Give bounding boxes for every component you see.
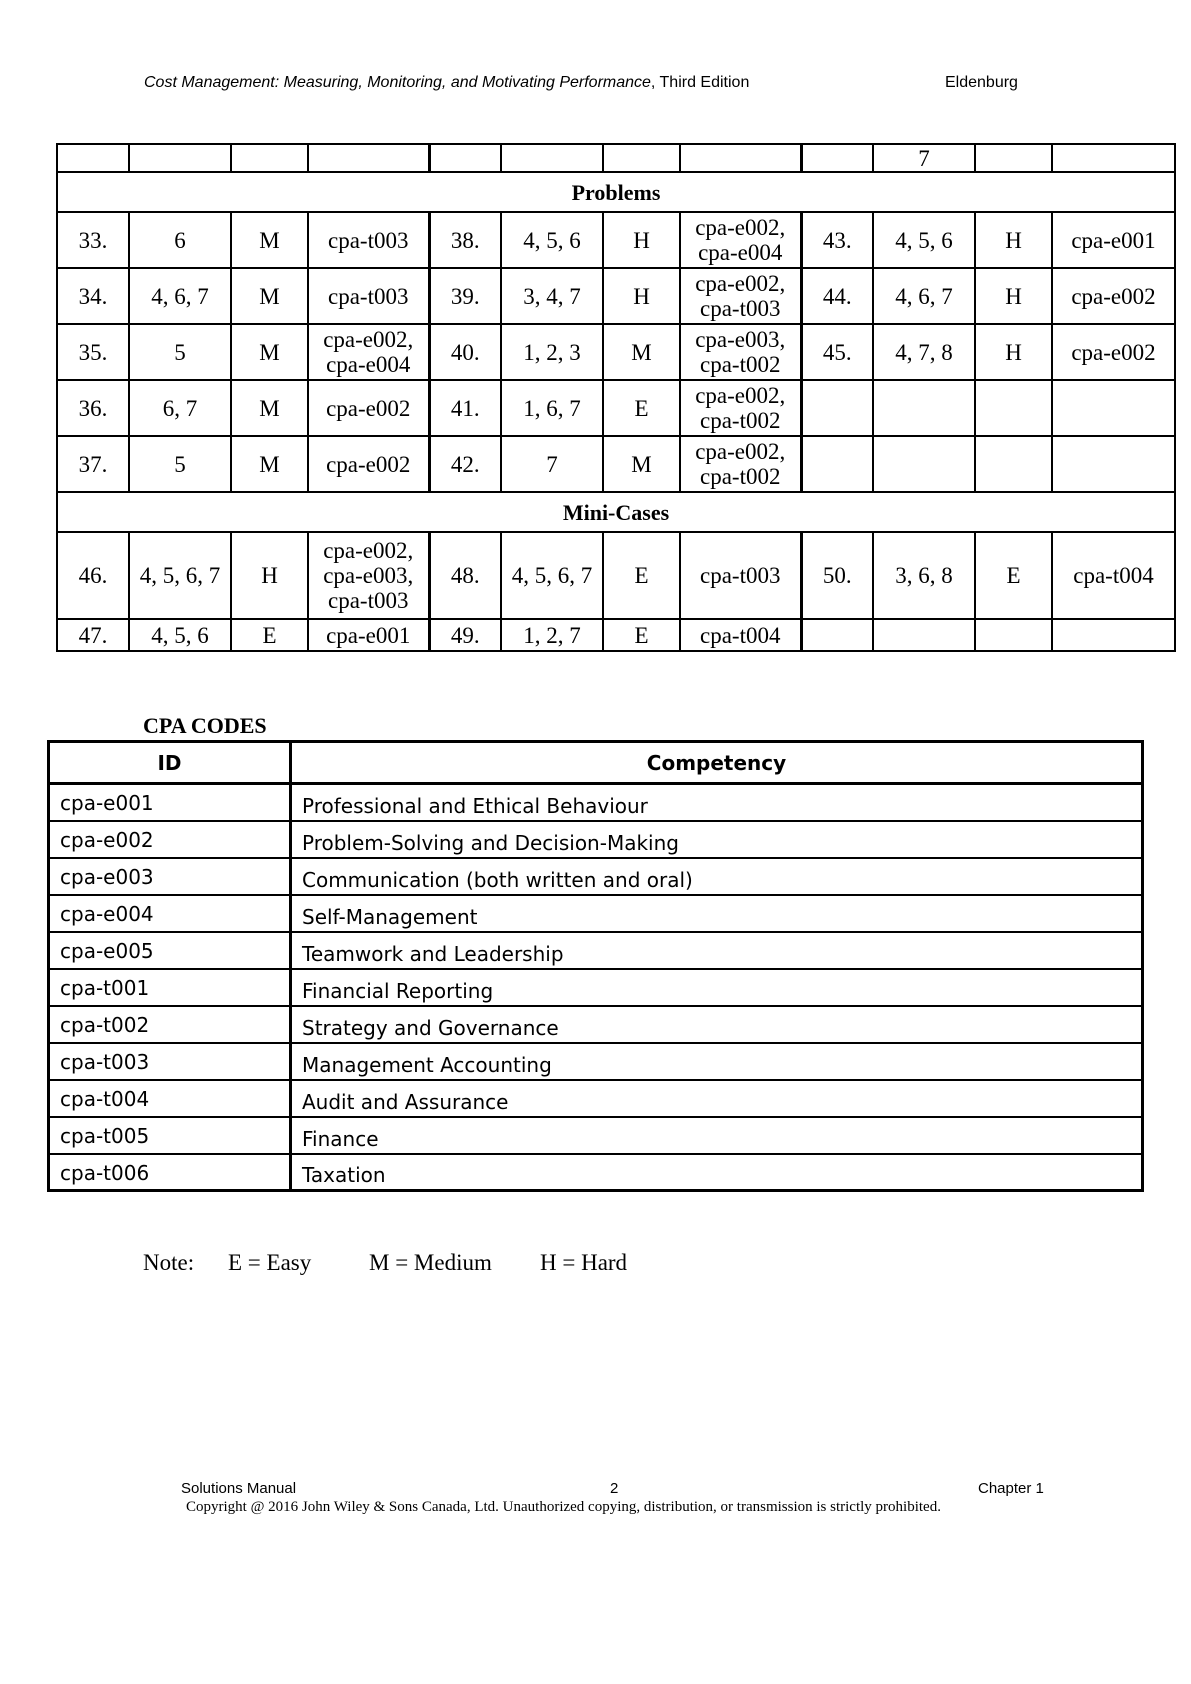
section-title: Problems (57, 172, 1175, 212)
difficulty: H (975, 324, 1052, 380)
book-title: Cost Management: Measuring, Monitoring, and Motivating Performance (144, 74, 651, 91)
problem-number: 35. (57, 324, 129, 380)
problem-number (801, 619, 873, 651)
learning-objectives: 4, 7, 8 (873, 324, 975, 380)
problem-number: 42. (429, 436, 501, 492)
difficulty: M (603, 324, 680, 380)
section-row (57, 492, 1175, 532)
learning-objectives: 1, 2, 7 (501, 619, 603, 651)
learning-objectives: 6, 7 (129, 380, 231, 436)
learning-objectives: 4, 5, 6, 7 (129, 532, 231, 619)
cpa-code: cpa-e002 (1052, 268, 1175, 324)
difficulty: M (231, 324, 308, 380)
cpa-competency: Problem-Solving and Decision-Making (291, 821, 1143, 858)
table-row (57, 436, 1175, 492)
cpa-codes-table (47, 740, 1144, 1192)
table-row (49, 1043, 1143, 1080)
table-row (49, 858, 1143, 895)
cpa-id: cpa-t002 (49, 1006, 291, 1043)
problem-number: 41. (429, 380, 501, 436)
cpa-competency: Audit and Assurance (291, 1080, 1143, 1117)
table-cell (231, 144, 308, 172)
cpa-code: cpa-e002, cpa-t002 (680, 436, 801, 492)
table-cell (801, 144, 873, 172)
difficulty: M (231, 268, 308, 324)
problem-number: 49. (429, 619, 501, 651)
cpa-competency: Teamwork and Leadership (291, 932, 1143, 969)
cpa-competency: Communication (both written and oral) (291, 858, 1143, 895)
problem-number: 48. (429, 532, 501, 619)
learning-objectives (873, 619, 975, 651)
learning-objectives: 4, 5, 6 (501, 212, 603, 268)
cpa-code (1052, 380, 1175, 436)
difficulty: M (231, 436, 308, 492)
difficulty (975, 380, 1052, 436)
difficulty: H (975, 212, 1052, 268)
table-row (49, 1154, 1143, 1191)
table-row (49, 932, 1143, 969)
difficulty: H (603, 268, 680, 324)
cpa-competency: Taxation (291, 1154, 1143, 1191)
learning-objectives: 1, 6, 7 (501, 380, 603, 436)
cpa-id: cpa-t006 (49, 1154, 291, 1191)
table-row (57, 268, 1175, 324)
note-hard: H = Hard (540, 1250, 628, 1275)
table-cell (603, 144, 680, 172)
cpa-code: cpa-e002, cpa-e004 (308, 324, 429, 380)
cpa-code (1052, 619, 1175, 651)
problem-number: 44. (801, 268, 873, 324)
difficulty: E (231, 619, 308, 651)
cpa-competency: Strategy and Governance (291, 1006, 1143, 1043)
cpa-code: cpa-e002, cpa-t003 (680, 268, 801, 324)
table-cell (680, 144, 801, 172)
learning-objectives (873, 380, 975, 436)
problem-number: 37. (57, 436, 129, 492)
section-row (57, 172, 1175, 212)
difficulty: M (603, 436, 680, 492)
cpa-id: cpa-t001 (49, 969, 291, 1006)
problem-number: 34. (57, 268, 129, 324)
learning-objectives: 5 (129, 436, 231, 492)
table-row (57, 619, 1175, 651)
note-label: Note: (143, 1250, 195, 1275)
cpa-code: cpa-t004 (1052, 532, 1175, 619)
learning-objectives: 4, 6, 7 (873, 268, 975, 324)
cpa-id: cpa-t003 (49, 1043, 291, 1080)
problem-number: 38. (429, 212, 501, 268)
table-cell (501, 144, 603, 172)
cpa-code: cpa-e002, cpa-e004 (680, 212, 801, 268)
cpa-code: cpa-e002, cpa-e003, cpa-t003 (308, 532, 429, 619)
footer-left: Solutions Manual (181, 1480, 297, 1497)
cpa-code: cpa-e002 (308, 380, 429, 436)
problem-number: 46. (57, 532, 129, 619)
learning-objectives (873, 436, 975, 492)
book-edition: , Third Edition (650, 74, 750, 91)
cpa-id: cpa-e005 (49, 932, 291, 969)
table-row (57, 212, 1175, 268)
cpa-competency: Self-Management (291, 895, 1143, 932)
table-cell (308, 144, 429, 172)
footer-chapter: Chapter 1 (978, 1480, 1044, 1497)
section-title: Mini-Cases (57, 492, 1175, 532)
learning-objectives: 3, 4, 7 (501, 268, 603, 324)
footer-copyright: Copyright @ 2016 John Wiley & Sons Canada, Ltd. Unauthorized copying, distribution, or transmission is strictly prohibited. (186, 1499, 941, 1515)
cpa-id: cpa-t004 (49, 1080, 291, 1117)
cpa-id: cpa-e002 (49, 821, 291, 858)
problem-number: 45. (801, 324, 873, 380)
difficulty (975, 619, 1052, 651)
cpa-code: cpa-t004 (680, 619, 801, 651)
difficulty (975, 436, 1052, 492)
cpa-code: cpa-t003 (308, 212, 429, 268)
difficulty: E (975, 532, 1052, 619)
running-header-author: Eldenburg (945, 74, 1018, 91)
learning-objectives: 4, 6, 7 (129, 268, 231, 324)
cpa-code: cpa-e002, cpa-t002 (680, 380, 801, 436)
table-row (49, 1117, 1143, 1154)
difficulty: E (603, 532, 680, 619)
note-medium: M = Medium (369, 1250, 492, 1275)
id-column-header: ID (49, 742, 291, 784)
cpa-header-row (49, 742, 1143, 784)
footer-page-number: 2 (610, 1480, 619, 1497)
competency-column-header: Competency (291, 742, 1143, 784)
cpa-code: cpa-e002 (308, 436, 429, 492)
learning-objectives: 4, 5, 6, 7 (501, 532, 603, 619)
assignment-classification-table (56, 143, 1176, 652)
cpa-code: cpa-e002 (1052, 324, 1175, 380)
cpa-id: cpa-e001 (49, 784, 291, 821)
learning-objectives: 4, 5, 6 (129, 619, 231, 651)
cpa-id: cpa-t005 (49, 1117, 291, 1154)
table-row (49, 784, 1143, 821)
problem-number: 43. (801, 212, 873, 268)
cpa-id: cpa-e004 (49, 895, 291, 932)
difficulty: H (231, 532, 308, 619)
difficulty: E (603, 380, 680, 436)
table-cell (57, 144, 129, 172)
cpa-competency: Financial Reporting (291, 969, 1143, 1006)
problem-number: 36. (57, 380, 129, 436)
running-header-title (144, 74, 749, 92)
cpa-code: cpa-e001 (1052, 212, 1175, 268)
table-cell (129, 144, 231, 172)
table-row (49, 1080, 1143, 1117)
table-row (49, 895, 1143, 932)
cpa-code (1052, 436, 1175, 492)
learning-objectives: 7 (501, 436, 603, 492)
table-row (49, 821, 1143, 858)
cpa-competency: Management Accounting (291, 1043, 1143, 1080)
cpa-competency: Professional and Ethical Behaviour (291, 784, 1143, 821)
cpa-codes-title: CPA CODES (143, 713, 267, 738)
table-row (49, 969, 1143, 1006)
problem-number (801, 436, 873, 492)
problem-number (801, 380, 873, 436)
table-row (57, 380, 1175, 436)
learning-objectives: 4, 5, 6 (873, 212, 975, 268)
problem-number: 40. (429, 324, 501, 380)
learning-objectives: 3, 6, 8 (873, 532, 975, 619)
table-row (57, 144, 1175, 172)
problem-number: 39. (429, 268, 501, 324)
cpa-code: cpa-t003 (680, 532, 801, 619)
learning-objectives: 6 (129, 212, 231, 268)
cpa-code: cpa-e001 (308, 619, 429, 651)
table-cell (429, 144, 501, 172)
table-cell (975, 144, 1052, 172)
table-cell: 7 (873, 144, 975, 172)
difficulty: H (975, 268, 1052, 324)
learning-objectives: 5 (129, 324, 231, 380)
cpa-competency: Finance (291, 1117, 1143, 1154)
cpa-code: cpa-t003 (308, 268, 429, 324)
note-easy: E = Easy (228, 1250, 312, 1275)
table-row (49, 1006, 1143, 1043)
difficulty: H (603, 212, 680, 268)
difficulty: M (231, 212, 308, 268)
table-row (57, 532, 1175, 619)
problem-number: 47. (57, 619, 129, 651)
problem-number: 50. (801, 532, 873, 619)
problem-number: 33. (57, 212, 129, 268)
table-row (57, 324, 1175, 380)
difficulty: E (603, 619, 680, 651)
table-cell (1052, 144, 1175, 172)
difficulty: M (231, 380, 308, 436)
cpa-code: cpa-e003, cpa-t002 (680, 324, 801, 380)
learning-objectives: 1, 2, 3 (501, 324, 603, 380)
cpa-id: cpa-e003 (49, 858, 291, 895)
